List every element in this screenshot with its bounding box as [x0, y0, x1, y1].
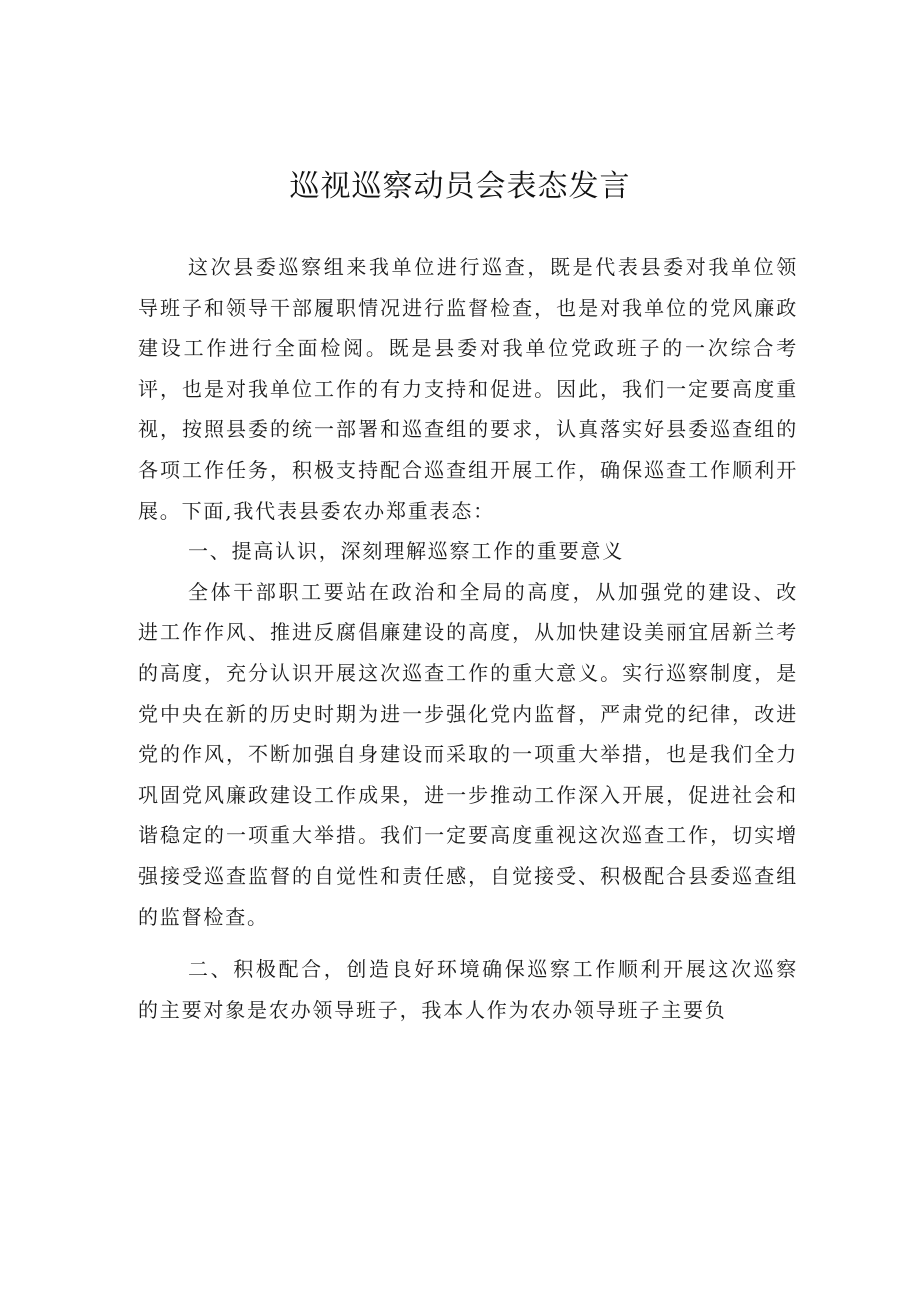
- document-body: [138, 247, 798, 1030]
- section-1-paragraph: 全体干部职工要站在政治和全局的高度，从加强党的建设、改进工作作风、推进反腐倡廉建设的高度，从加快建设美丽宜居新兰考的高度，充分认识开展这次巡查工作的重大意义。实行巡察制度，是党中央在新的历史时期为进一步强化党内监督，严肃党的纪律，改进党的作风，不断加强自身建设而采取的一项重大举措，也是我们全力巩固党风廉政建设工作成果，进一步推动工作深入开展，促进社会和谐稳定的一项重大举措。我们一定要高度重视这次巡查工作，切实增强接受巡查监督的自觉性和责任感，自觉接受、积极配合县委巡查组的监督检查。: [138, 579, 798, 929]
- page-title: 巡视巡察动员会表态发言: [289, 169, 631, 204]
- section-1-heading: 一、提高认识，深刻理解巡察工作的重要意义: [188, 539, 624, 564]
- section-2-paragraph: 二、积极配合，创造良好环境确保巡察工作顺利开展这次巡察的主要对象是农办领导班子，我本人作为农办领导班子主要负: [138, 957, 798, 1022]
- intro-paragraph: 这次县委巡察组来我单位进行巡查，既是代表县委对我单位领导班子和领导干部履职情况进行监督检查，也是对我单位的党风廉政建设工作进行全面检阅。既是县委对我单位党政班子的一次综合考评，也是对我单位工作的有力支持和促进。因此，我们一定要高度重视，按照县委的统一部署和巡查组的要求，认真落实好县委巡查组的各项工作任务，积极支持配合巡查组开展工作，确保巡查工作顺利开展。下面,我代表县委农办郑重表态：: [138, 255, 798, 523]
